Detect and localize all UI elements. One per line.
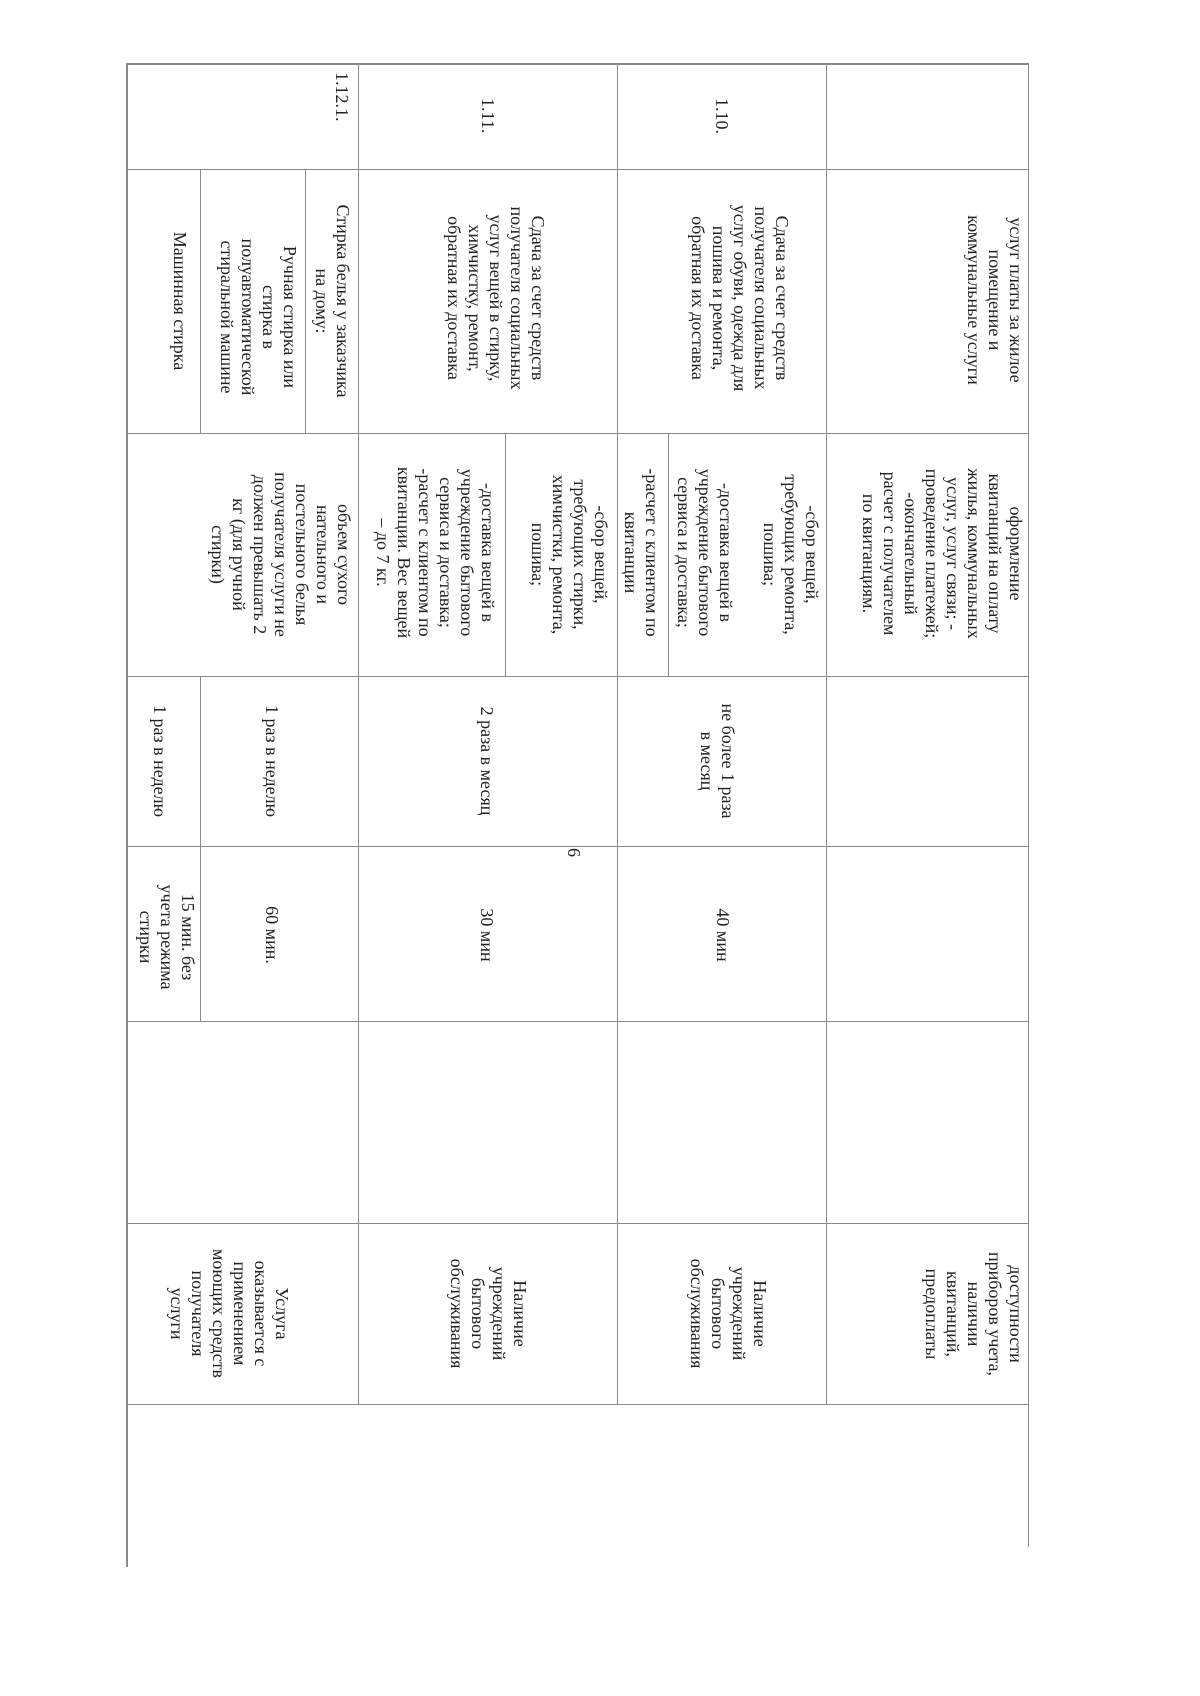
page-number: 6 <box>564 848 584 857</box>
